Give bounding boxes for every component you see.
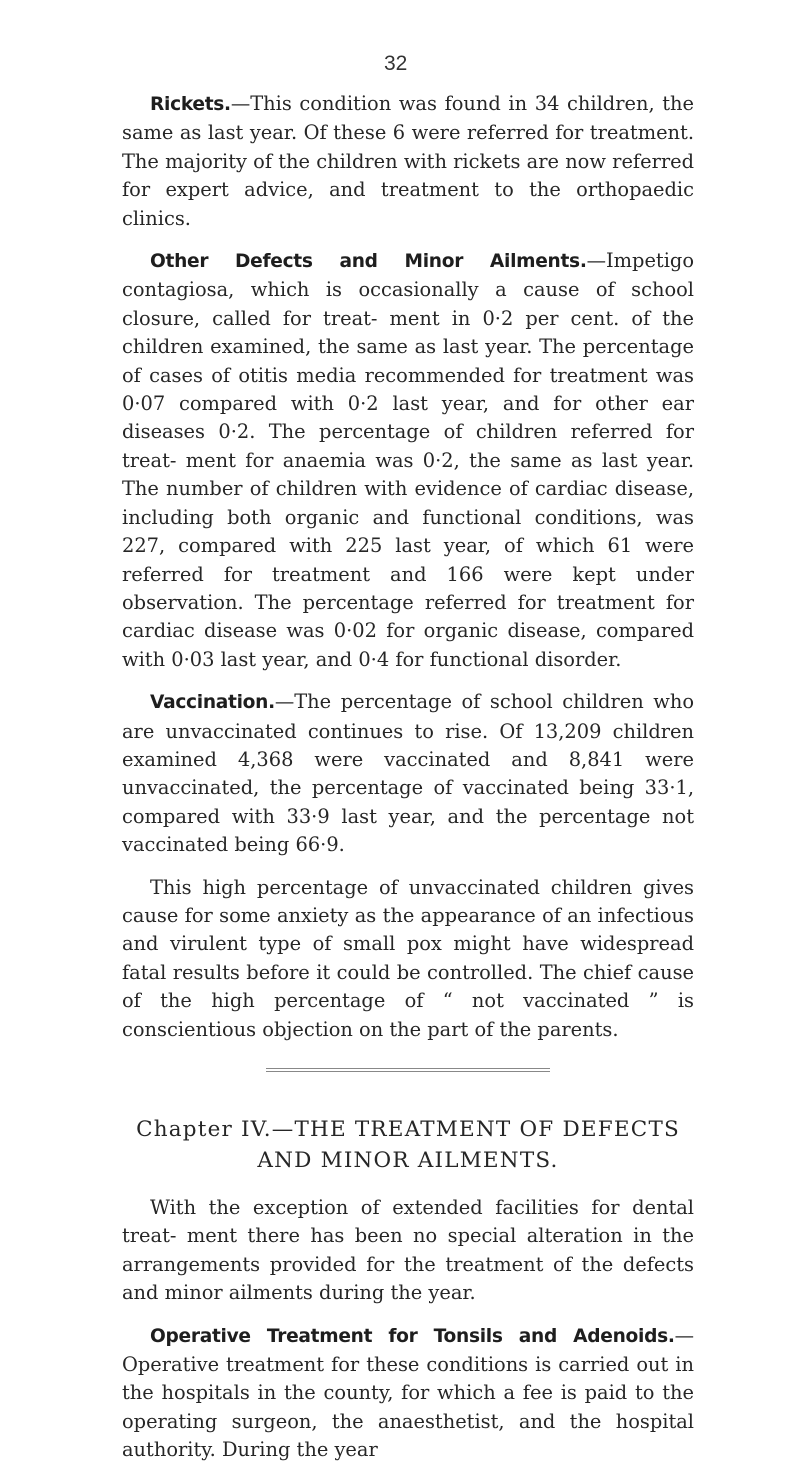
paragraph-vaccination: [122, 688, 694, 859]
paragraph-other-defects: [122, 247, 694, 674]
heading-other-defects: Other Defects and Minor Ailments.: [150, 251, 587, 273]
chapter-title-line1: —THE TREATMENT OF DEFECTS: [271, 1117, 680, 1142]
paragraph-operative-treatment: [122, 1322, 694, 1465]
chapter-label: Chapter: [136, 1117, 233, 1142]
heading-vaccination: Vaccination.: [150, 692, 275, 714]
page-number: 32: [384, 52, 408, 75]
document-body: [122, 90, 694, 1479]
body-text: With the exception of extended facilities for dental treat- ment there has been no special alteration in the arrangements provided for the treatment of the defects and minor ailments during the year.: [122, 1196, 694, 1305]
body-text: —The percentage of school children who are unvaccinated continues to rise. Of 13,209 children examined 4,368 were vaccinated and 8,841 were unvaccinated, the percentage of vaccinated being 33·1, compared with 33·9 last year, and the percentage not vaccinated being 66·9.: [122, 690, 694, 857]
body-text: This high percentage of unvaccinated children gives cause for some anxiety as the appearance of an infectious and virulent type of small pox might have widespread fatal results before it could be controlled. The chief cause of the high percentage of “ not vaccinated ” is conscientious objection on the part of the parents.: [122, 875, 694, 1041]
paragraph-chapter-intro: [122, 1194, 694, 1308]
section-divider: [266, 1068, 550, 1072]
chapter-title-line2: AND MINOR AILMENTS.: [257, 1148, 559, 1173]
body-text: —This condition was found in 34 children, the same as last year. Of these 6 were referred for treatment. The majority of the children with rickets are now referred for expert advice, and treatment to the orthopaedic clinics.: [122, 92, 694, 230]
body-text: —Impetigo contagiosa, which is occasionally a cause of school closure, called for treat- ment in 0·2 per cent. of the children examined, the same as last year. The percentage of cases of otitis media recommended for treatment was 0·07 compared with 0·2 last year, and for other ear diseases 0·2. The percentage of children referred for treat- ment for anaemia was 0·2, the same as last year. The number of children with evidence of cardiac disease, including both organic and functional conditions, was 227, compared with 225 last year, of which 61 were referred for treatment and 166 were kept under observation. The percentage referred for treatment for cardiac disease was 0·02 for organic disease, compared with 0·03 last year, and 0·4 for functional disorder.: [122, 249, 694, 671]
heading-operative-treatment: Operative Treatment for Tonsils and Adenoids.: [150, 1325, 675, 1347]
chapter-heading: [122, 1114, 694, 1176]
paragraph-rickets: [122, 90, 694, 233]
chapter-number: IV.: [241, 1117, 272, 1142]
body-text: —Operative treatment for these conditions is carried out in the hospitals in the county, for which a fee is paid to the operating surgeon, the anaesthetist, and the hospital authority. During the year: [122, 1323, 694, 1462]
paragraph-vaccination-continued: [122, 874, 694, 1044]
heading-rickets: Rickets.: [150, 94, 231, 115]
